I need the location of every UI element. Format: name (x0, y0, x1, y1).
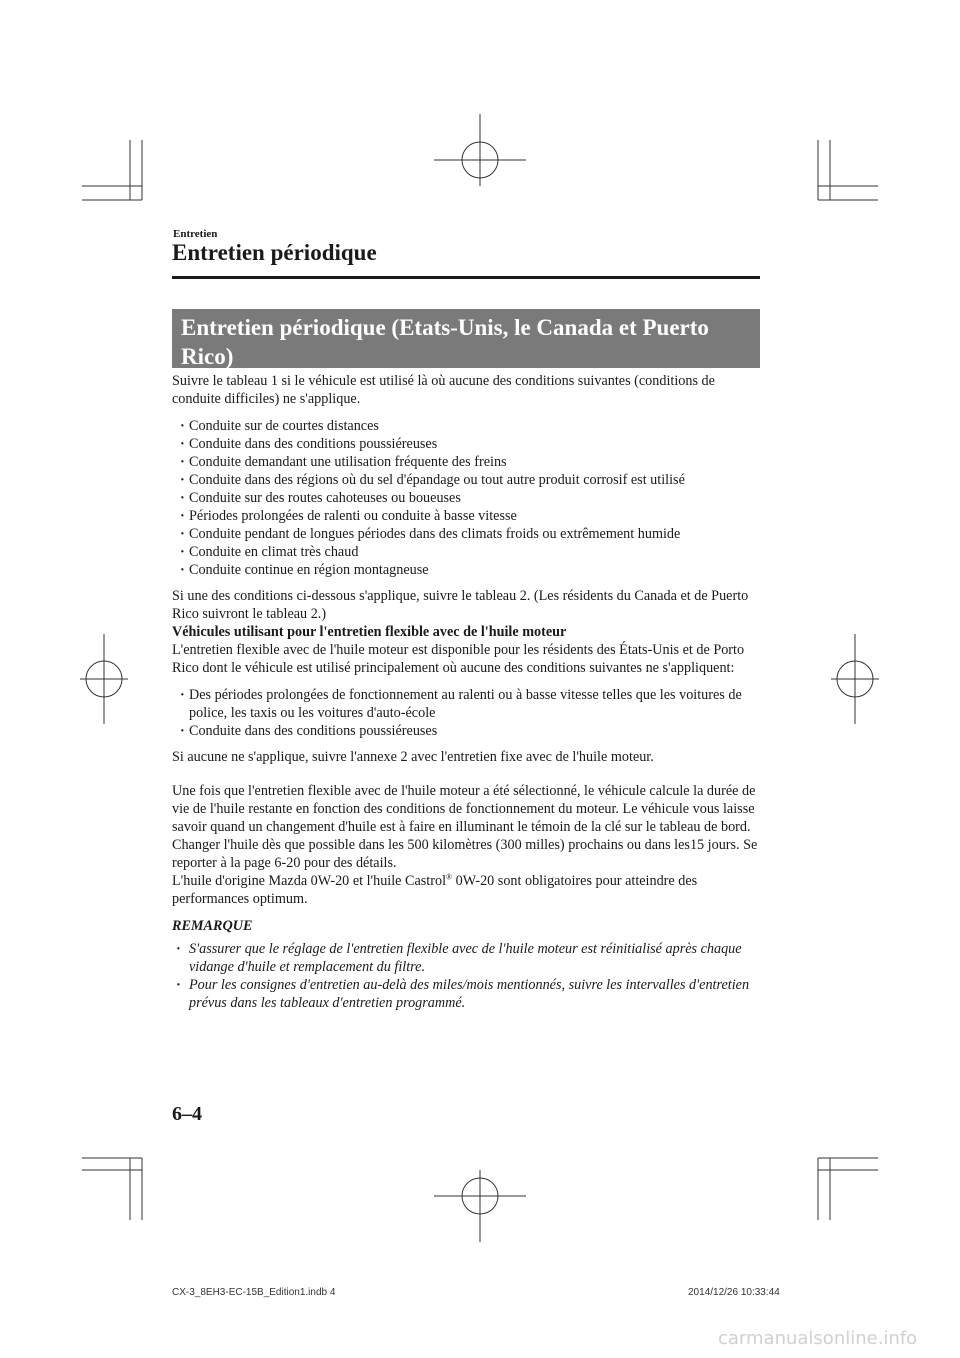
oil-text-post: 0W-20 sont obligatoires pour atteindre des performances optimum. (172, 873, 698, 907)
chapter-label: Entretien (173, 228, 218, 240)
list-item: · Conduite pendant de longues périodes dans des climats froids ou extrêmement humide (172, 525, 764, 543)
list-item: · Conduite sur de courtes distances (172, 417, 764, 435)
flex-conditions-list (172, 686, 764, 740)
table2-paragraph: Si une des conditions ci-dessous s'applique, suivre le tableau 2. (Les résidents du Canada et de Puerto Rico suivront le tableau 2.) (172, 588, 749, 622)
list-item: · Conduite demandant une utilisation fréquente des freins (172, 453, 764, 471)
list-item: · Conduite continue en région montagneuse (172, 561, 764, 579)
section-title: Entretien périodique (172, 240, 377, 265)
note-list (172, 940, 764, 1012)
list-item: · S'assurer que le réglage de l'entretien flexible avec de l'huile moteur est réinitialisé après chaque vidange d'huile et remplacement du filtre. (172, 940, 764, 976)
list-item: · Conduite sur des routes cahoteuses ou boueuses (172, 489, 764, 507)
list-item: · Pour les consignes d'entretien au-delà des miles/mois mentionnés, suivre les intervalles d'entretien prévus dans les tableaux d'entretien programmé. (172, 976, 764, 1012)
watermark: carmanualsonline.info (718, 1328, 918, 1349)
topic-banner (172, 309, 760, 368)
conditions-list (172, 417, 764, 579)
fixed-paragraph: Si aucune ne s'applique, suivre l'annexe 2 avec l'entretien fixe avec de l'huile moteur. (172, 749, 654, 765)
registered-mark: ® (446, 872, 453, 882)
list-item: · Conduite dans des conditions poussiéreuses (172, 435, 764, 453)
intro-paragraph: Suivre le tableau 1 si le véhicule est utilisé là où aucune des conditions suivantes (conditions de conduite difficiles) ne s'applique. (172, 373, 715, 407)
note-title: REMARQUE (172, 918, 253, 934)
print-timestamp: 2014/12/26 10:33:44 (688, 1287, 780, 1298)
banner-title-line-2: Rico) (181, 344, 234, 369)
banner-title-line-1: Entretien périodique (Etats-Unis, le Canada et Puerto (181, 315, 709, 340)
calc-paragraph: Une fois que l'entretien flexible avec de l'huile moteur a été sélectionné, le véhicule calcule la durée de vie de l'huile restante en fonction des conditions de fonctionnement du moteur. Le véhicule vous laisse savoir quand un changement d'huile est à faire en illuminant le témoin de la clé sur le tableau de bord. Changer l'huile dès que possible dans les 500 kilomètres (300 milles) prochains ou dans les15 jours. Se reporter à la page 6-20 pour des détails. (172, 783, 758, 871)
list-item: · Conduite dans des conditions poussiéreuses (172, 722, 764, 740)
list-item: · Périodes prolongées de ralenti ou conduite à basse vitesse (172, 507, 764, 525)
list-item: · Conduite en climat très chaud (172, 543, 764, 561)
flex-paragraph: L'entretien flexible avec de l'huile moteur est disponible pour les résidents des États-Unis et de Porto Rico dont le véhicule est utilisé principalement où aucune des conditions suivantes ne s'appliquent: (172, 642, 745, 676)
page-number: 6–4 (172, 1103, 202, 1125)
main-content (172, 372, 764, 1012)
list-item: · Des périodes prolongées de fonctionnement au ralenti ou à basse vitesse telles que les voitures de police, les taxis ou les voitures d'auto-école (172, 686, 764, 722)
list-item: · Conduite dans des régions où du sel d'épandage ou tout autre produit corrosif est utilisé (172, 471, 764, 489)
oil-text-pre: L'huile d'origine Mazda 0W-20 et l'huile Castrol (172, 873, 447, 889)
flex-heading: Véhicules utilisant pour l'entretien flexible avec de l'huile moteur (172, 624, 567, 640)
file-info: CX-3_8EH3-EC-15B_Edition1.indb 4 (172, 1287, 336, 1298)
oil-paragraph (172, 872, 764, 908)
header-rule (172, 276, 760, 279)
